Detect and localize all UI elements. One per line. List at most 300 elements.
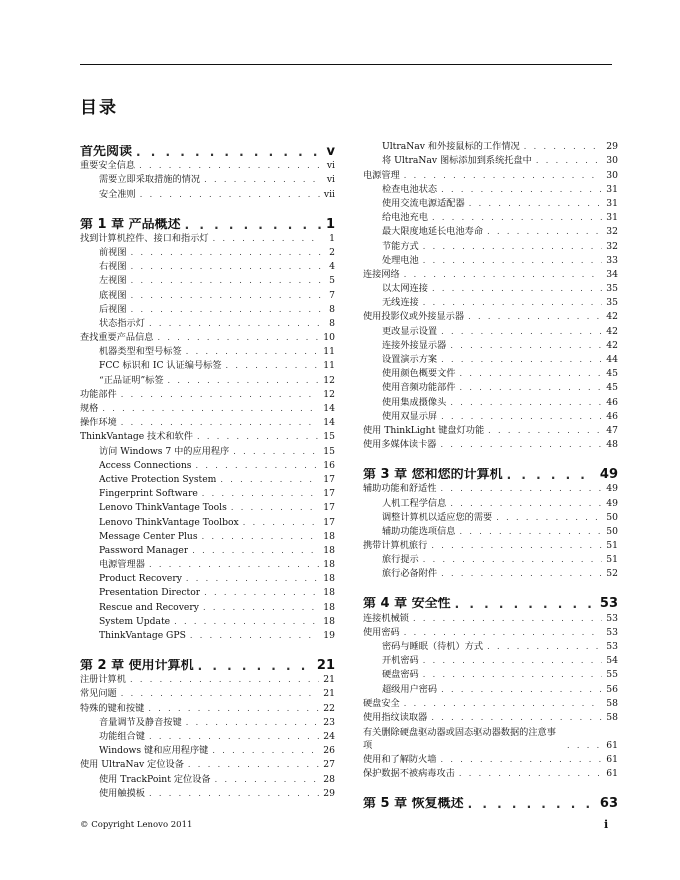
toc-entry[interactable] — [80, 373, 335, 387]
toc-entry-page: 54 — [606, 655, 618, 667]
toc-dot-leader — [149, 317, 321, 331]
toc-entry[interactable] — [80, 473, 335, 487]
toc-entry[interactable] — [80, 159, 335, 173]
toc-entry-label: 连接机械锁 — [363, 612, 409, 624]
toc-dot-leader — [131, 274, 321, 288]
toc-entry-label: 重要安全信息 — [80, 160, 136, 172]
toc-dot-leader — [431, 711, 602, 725]
toc-entry[interactable] — [363, 553, 618, 567]
toc-entry-label: 机器类型和型号标签 — [99, 346, 182, 358]
toc-entry[interactable] — [80, 730, 335, 744]
toc-dot-leader — [441, 482, 603, 496]
toc-dot-leader — [567, 739, 602, 753]
toc-entry[interactable] — [363, 668, 618, 682]
toc-entry-page: vii — [323, 188, 335, 200]
toc-entry-label: 超级用户密码 — [382, 683, 438, 695]
toc-entry-label: Presentation Director — [99, 587, 201, 599]
toc-entry-page: 31 — [606, 212, 618, 224]
toc-entry-label: 找到计算机控件、接口和指示灯 — [80, 232, 209, 244]
toc-dot-leader — [460, 367, 603, 381]
toc-dot-leader — [196, 459, 320, 473]
toc-entry[interactable] — [80, 673, 335, 687]
toc-entry-page: 18 — [323, 530, 335, 542]
toc-entry-page: 10 — [323, 332, 335, 344]
toc-entry-label: 电源管理 — [363, 169, 400, 181]
toc-entry-label: 保护数据不被病毒攻击 — [363, 768, 455, 780]
toc-entry-label: 连接网络 — [363, 268, 400, 280]
toc-chapter-entry[interactable] — [80, 650, 335, 673]
toc-dot-leader — [140, 188, 320, 202]
toc-entry[interactable] — [80, 615, 335, 629]
toc-dot-leader — [188, 758, 319, 772]
toc-entry[interactable] — [363, 424, 618, 438]
toc-entry-page: 52 — [606, 568, 618, 580]
toc-entry-page: 53 — [606, 626, 618, 638]
toc-entry-page: 15 — [323, 431, 335, 443]
toc-entry-page: 45 — [606, 368, 618, 380]
toc-entry[interactable] — [363, 410, 618, 424]
toc-entry-label: 无线连接 — [382, 297, 419, 309]
toc-dot-leader — [468, 797, 596, 811]
toc-entry[interactable] — [363, 225, 618, 239]
toc-dot-leader — [121, 416, 320, 430]
toc-dot-leader — [404, 697, 603, 711]
toc-dot-leader — [203, 601, 319, 615]
toc-entry-label: 使用 ThinkLight 键盘灯功能 — [363, 424, 485, 436]
toc-dot-leader — [148, 702, 319, 716]
toc-entry-label: 需要立即采取措施的情况 — [99, 174, 201, 186]
toc-entry[interactable] — [363, 282, 618, 296]
toc-entry[interactable] — [80, 303, 335, 317]
toc-entry-page: 31 — [606, 197, 618, 209]
toc-entry[interactable] — [80, 758, 335, 772]
toc-entry-label: 旅行必备附件 — [382, 568, 438, 580]
toc-entry[interactable] — [80, 787, 335, 801]
toc-entry-page: 45 — [606, 382, 618, 394]
toc-entry[interactable] — [363, 711, 618, 725]
toc-entry[interactable] — [363, 697, 618, 711]
toc-entry-label: 使用双显示屏 — [382, 410, 438, 422]
toc-entry-label: Product Recovery — [99, 573, 182, 585]
toc-entry-label: 处理电池 — [382, 254, 419, 266]
toc-dot-leader — [231, 501, 319, 515]
toc-entry[interactable] — [80, 416, 335, 430]
toc-dot-leader — [455, 597, 596, 611]
toc-chapter-entry[interactable] — [363, 788, 618, 811]
toc-entry-label: ThinkVantage 技术和软件 — [80, 431, 193, 443]
toc-entry-page: 12 — [323, 388, 335, 400]
toc-dot-leader — [186, 345, 320, 359]
toc-entry[interactable] — [80, 716, 335, 730]
toc-entry-page: 42 — [606, 311, 618, 323]
toc-dot-leader — [185, 218, 321, 232]
toc-dot-leader — [202, 487, 320, 501]
toc-entry[interactable] — [363, 525, 618, 539]
toc-entry-page: 26 — [323, 745, 335, 757]
toc-entry[interactable] — [80, 459, 335, 473]
toc-entry-label: 常见问题 — [80, 688, 117, 700]
toc-entry[interactable] — [80, 430, 335, 444]
toc-entry-page: 35 — [606, 297, 618, 309]
toc-entry[interactable] — [80, 246, 335, 260]
toc-entry[interactable] — [363, 482, 618, 496]
toc-entry[interactable] — [363, 767, 618, 781]
toc-chapter-entry[interactable] — [80, 136, 335, 159]
toc-entry-page: 29 — [323, 787, 335, 799]
toc-entry[interactable] — [80, 744, 335, 758]
toc-dot-leader — [441, 567, 602, 581]
toc-dot-leader — [441, 325, 602, 339]
toc-entry-label: 特殊的键和按键 — [80, 702, 145, 714]
toc-entry[interactable] — [80, 544, 335, 558]
toc-entry-label: 开机密码 — [382, 655, 419, 667]
toc-dot-leader — [130, 673, 319, 687]
toc-entry-label: 第 2 章 使用计算机 — [80, 659, 194, 673]
toc-entry-label: 使用音频功能部件 — [382, 382, 456, 394]
toc-entry[interactable] — [80, 600, 335, 614]
page-number: i — [604, 818, 609, 831]
toc-entry-page: 15 — [323, 445, 335, 457]
toc-entry[interactable] — [363, 682, 618, 696]
toc-dot-leader — [423, 296, 603, 310]
toc-dot-leader — [460, 381, 603, 395]
toc-right-column — [363, 140, 618, 811]
toc-entry-label: 查找重要产品信息 — [80, 332, 154, 344]
toc-entry[interactable] — [363, 353, 618, 367]
toc-dot-leader — [450, 339, 602, 353]
toc-entry[interactable] — [80, 501, 335, 515]
toc-entry-label: 功能部件 — [80, 388, 117, 400]
toc-entry-label: 状态指示灯 — [99, 317, 145, 329]
toc-entry-page: 55 — [606, 669, 618, 681]
toc-entry-page: 58 — [606, 697, 618, 709]
toc-entry[interactable] — [363, 183, 618, 197]
page-title: 目录 — [80, 98, 118, 118]
toc-dot-leader — [149, 558, 319, 572]
header-rule — [80, 64, 612, 65]
toc-entry-label: “正品证明”标签 — [99, 374, 164, 386]
toc-entry-label: 使用指纹读取器 — [363, 711, 428, 723]
toc-entry-label: 密码与睡眠（待机）方式 — [382, 641, 484, 652]
toc-dot-leader — [174, 615, 319, 629]
toc-entry-label: 访问 Windows 7 中的应用程序 — [99, 445, 230, 457]
toc-chapter-entry[interactable] — [363, 459, 618, 482]
toc-dot-leader — [168, 374, 320, 388]
toc-dot-leader — [404, 626, 603, 640]
toc-dot-leader — [243, 516, 320, 530]
toc-entry[interactable] — [363, 511, 618, 525]
toc-entry-page: 18 — [323, 587, 335, 599]
toc-entry-page: 17 — [323, 516, 335, 528]
toc-entry-page: 18 — [323, 615, 335, 627]
toc-entry-page: 2 — [329, 246, 335, 258]
toc-chapter-entry[interactable] — [80, 209, 335, 232]
toc-entry-page: 18 — [323, 573, 335, 585]
toc-entry[interactable] — [363, 381, 618, 395]
toc-dot-leader — [441, 683, 602, 697]
toc-dot-leader — [432, 282, 602, 296]
toc-entry-page: 32 — [606, 226, 618, 238]
toc-dot-leader — [102, 402, 319, 416]
toc-entry-label: Message Center Plus — [99, 530, 198, 542]
toc-entry-page: 33 — [606, 254, 618, 266]
toc-entry-label: 使用颜色概要文件 — [382, 368, 456, 380]
toc-dot-leader — [204, 173, 321, 187]
toc-entry-label: Lenovo ThinkVantage Toolbox — [99, 516, 239, 528]
toc-entry-page: 14 — [323, 417, 335, 429]
toc-entry[interactable] — [363, 725, 618, 753]
toc-entry[interactable] — [363, 168, 618, 182]
toc-entry[interactable] — [363, 567, 618, 581]
toc-entry-page: 53 — [606, 641, 618, 652]
toc-entry-page: 18 — [323, 559, 335, 571]
toc-entry-label: 检查电池状态 — [382, 183, 438, 195]
toc-entry[interactable] — [80, 701, 335, 715]
toc-entry-page: 56 — [606, 683, 618, 695]
toc-entry[interactable] — [80, 345, 335, 359]
toc-entry-page: 51 — [606, 540, 618, 552]
toc-entry-page: 42 — [606, 325, 618, 337]
toc-entry-page: 46 — [606, 396, 618, 408]
toc-dot-leader — [215, 773, 320, 787]
toc-dot-leader — [226, 359, 320, 373]
toc-dot-leader — [441, 410, 602, 424]
toc-entry-label: 使用 TrackPoint 定位设备 — [99, 773, 211, 785]
toc-entry-page: 11 — [323, 360, 335, 372]
toc-entry-page: 21 — [323, 674, 335, 686]
toc-dot-leader — [431, 539, 602, 553]
toc-dot-leader — [212, 744, 319, 758]
toc-entry[interactable] — [363, 154, 618, 168]
toc-entry-label: 硬盘密码 — [382, 669, 419, 681]
toc-entry-page: v — [326, 144, 335, 159]
toc-entry-label: 注册计算机 — [80, 674, 126, 686]
toc-entry-page: 29 — [606, 141, 618, 153]
toc-entry-page: 18 — [323, 544, 335, 556]
toc-entry[interactable] — [80, 586, 335, 600]
toc-entry-page: 1 — [325, 216, 335, 232]
toc-entry-label: ThinkVantage GPS — [99, 630, 186, 641]
toc-entry-page: 53 — [606, 612, 618, 624]
toc-entry-label: 有关删除硬盘驱动器或固态驱动器数据的注意事项 — [363, 726, 556, 752]
toc-entry-label: 第 4 章 安全性 — [363, 597, 451, 612]
toc-entry[interactable] — [80, 260, 335, 274]
toc-entry[interactable] — [363, 140, 618, 154]
toc-dot-leader — [186, 716, 320, 730]
toc-entry[interactable] — [363, 310, 618, 324]
toc-dot-leader — [423, 654, 603, 668]
toc-entry-label: 左视图 — [99, 275, 127, 287]
toc-dot-leader — [192, 544, 319, 558]
toc-entry-page: 24 — [323, 730, 335, 742]
toc-entry[interactable] — [363, 626, 618, 640]
toc-entry[interactable] — [80, 359, 335, 373]
toc-dot-leader — [220, 473, 319, 487]
toc-dot-leader — [139, 159, 321, 173]
toc-entry-label: 携带计算机旅行 — [363, 540, 428, 552]
toc-dot-leader — [131, 246, 321, 260]
toc-entry[interactable] — [363, 268, 618, 282]
toc-entry[interactable] — [363, 438, 618, 452]
toc-left-column — [80, 136, 335, 801]
toc-dot-leader — [131, 260, 321, 274]
toc-entry[interactable] — [80, 487, 335, 501]
toc-entry-page: 44 — [606, 354, 618, 365]
toc-entry-page: 63 — [599, 796, 618, 812]
toc-entry[interactable] — [363, 324, 618, 338]
toc-entry-label: 使用触摸板 — [99, 787, 145, 799]
toc-entry[interactable] — [80, 173, 335, 187]
toc-entry[interactable] — [80, 274, 335, 288]
toc-entry-page: 8 — [329, 317, 335, 329]
toc-entry-page: 49 — [599, 467, 618, 483]
toc-dot-leader — [198, 659, 313, 673]
toc-entry[interactable] — [80, 629, 335, 643]
toc-entry-label: FCC 标识和 IC 认证编号标签 — [99, 360, 222, 372]
toc-entry-label: 使用和了解防火墙 — [363, 754, 437, 766]
toc-entry-label: 使用 UltraNav 定位设备 — [80, 759, 184, 771]
toc-entry-page: 46 — [606, 410, 618, 422]
toc-entry[interactable] — [363, 211, 618, 225]
toc-entry[interactable] — [80, 530, 335, 544]
toc-entry-label: 使用集成摄像头 — [382, 396, 447, 408]
toc-entry[interactable] — [363, 296, 618, 310]
toc-entry-label: Windows 键和应用程序键 — [99, 745, 209, 757]
toc-entry[interactable] — [80, 232, 335, 246]
toc-entry-page: 61 — [606, 768, 618, 780]
toc-dot-leader — [213, 232, 321, 246]
toc-entry-page: 58 — [606, 711, 618, 723]
toc-entry[interactable] — [80, 187, 335, 201]
toc-dot-leader — [404, 268, 603, 282]
toc-entry[interactable] — [80, 687, 335, 701]
toc-entry-label: Password Manager — [99, 544, 189, 556]
toc-entry-label: 安全准则 — [99, 188, 136, 200]
toc-entry-label: 设置演示方案 — [382, 354, 438, 365]
toc-entry[interactable] — [80, 288, 335, 302]
toc-entry-label: 硬盘安全 — [363, 697, 400, 709]
toc-entry-label: UltraNav 和外接鼠标的工作情况 — [382, 141, 520, 153]
toc-entry[interactable] — [363, 197, 618, 211]
toc-dot-leader — [441, 438, 603, 452]
toc-entry[interactable] — [80, 402, 335, 416]
toc-entry-page: 27 — [323, 759, 335, 771]
toc-entry[interactable] — [363, 254, 618, 268]
toc-entry[interactable] — [80, 444, 335, 458]
toc-chapter-entry[interactable] — [363, 588, 618, 611]
toc-entry[interactable] — [363, 239, 618, 253]
toc-entry-label: 音量调节及静音按键 — [99, 716, 182, 728]
toc-dot-leader — [441, 753, 603, 767]
toc-dot-leader — [459, 767, 602, 781]
toc-entry[interactable] — [80, 772, 335, 786]
toc-entry-page: vi — [326, 160, 335, 172]
toc-entry[interactable] — [363, 654, 618, 668]
toc-entry-label: 辅助功能和舒适性 — [363, 483, 437, 495]
toc-entry-page: 49 — [606, 497, 618, 509]
toc-dot-leader — [136, 145, 321, 159]
toc-entry[interactable] — [80, 572, 335, 586]
toc-entry[interactable] — [363, 367, 618, 381]
toc-entry-label: 旅行提示 — [382, 554, 419, 566]
toc-dot-leader — [423, 254, 603, 268]
toc-entry-label: 首先阅读 — [80, 145, 133, 159]
toc-dot-leader — [468, 310, 602, 324]
toc-dot-leader — [233, 445, 319, 459]
toc-entry[interactable] — [80, 515, 335, 529]
toc-entry-page: 35 — [606, 283, 618, 295]
toc-entry-label: 连接外接显示器 — [382, 339, 447, 351]
toc-dot-leader — [524, 140, 603, 154]
toc-entry[interactable] — [80, 331, 335, 345]
toc-entry-label: 第 1 章 产品概述 — [80, 217, 181, 232]
toc-entry-label: 前视图 — [99, 246, 127, 258]
toc-entry-label: 最大限度地延长电池寿命 — [382, 226, 484, 238]
toc-entry-label: 更改显示设置 — [382, 325, 438, 337]
toc-entry-label: 调整计算机以适应您的需要 — [382, 511, 493, 523]
toc-entry-page: 50 — [606, 511, 618, 523]
toc-dot-leader — [131, 303, 321, 317]
toc-entry-page: 22 — [323, 702, 335, 714]
toc-dot-leader — [121, 687, 320, 701]
toc-dot-leader — [536, 154, 602, 168]
copyright-notice: © Copyright Lenovo 2011 — [80, 820, 193, 830]
toc-entry-label: Fingerprint Software — [99, 488, 198, 500]
toc-entry-page: 17 — [323, 502, 335, 514]
toc-entry[interactable] — [80, 388, 335, 402]
toc-dot-leader — [469, 197, 603, 211]
toc-entry-page: 16 — [323, 459, 335, 471]
toc-entry-label: 规格 — [80, 403, 99, 414]
toc-entry[interactable] — [363, 339, 618, 353]
toc-entry-label: 后视图 — [99, 303, 127, 315]
toc-entry-label: 使用投影仪或外接显示器 — [363, 311, 465, 323]
toc-entry[interactable] — [80, 317, 335, 331]
toc-entry-label: 第 5 章 恢复概述 — [363, 797, 464, 812]
toc-entry-label: 右视图 — [99, 261, 127, 273]
toc-entry-page: 31 — [606, 183, 618, 195]
toc-entry-page: 17 — [323, 488, 335, 500]
toc-entry[interactable] — [363, 496, 618, 510]
toc-entry[interactable] — [363, 539, 618, 553]
toc-dot-leader — [190, 629, 319, 643]
toc-entry[interactable] — [363, 753, 618, 767]
toc-entry-page: 1 — [329, 232, 335, 244]
toc-entry-page: 7 — [329, 289, 335, 301]
toc-dot-leader — [149, 730, 319, 744]
toc-entry-page: 30 — [606, 169, 618, 181]
toc-entry-page: 17 — [323, 473, 335, 485]
toc-entry[interactable] — [80, 558, 335, 572]
toc-entry[interactable] — [363, 611, 618, 625]
toc-entry-page: 21 — [323, 688, 335, 700]
toc-entry-page: 48 — [606, 439, 618, 451]
toc-entry-page: 12 — [323, 374, 335, 386]
toc-entry-page: 14 — [323, 403, 335, 414]
toc-entry[interactable] — [363, 395, 618, 409]
toc-entry-page: 61 — [606, 754, 618, 766]
toc-entry-label: 辅助功能选项信息 — [382, 525, 456, 537]
toc-entry-label: 节能方式 — [382, 240, 419, 252]
toc-entry-page: 34 — [606, 268, 618, 280]
toc-entry-label: 使用密码 — [363, 626, 400, 638]
toc-entry-page: 47 — [606, 424, 618, 436]
toc-entry-label: 给电池充电 — [382, 212, 428, 224]
toc-entry[interactable] — [363, 640, 618, 654]
toc-entry-page: 28 — [323, 773, 335, 785]
toc-entry-label: 第 3 章 您和您的计算机 — [363, 468, 503, 483]
toc-entry-page: 61 — [606, 739, 618, 751]
